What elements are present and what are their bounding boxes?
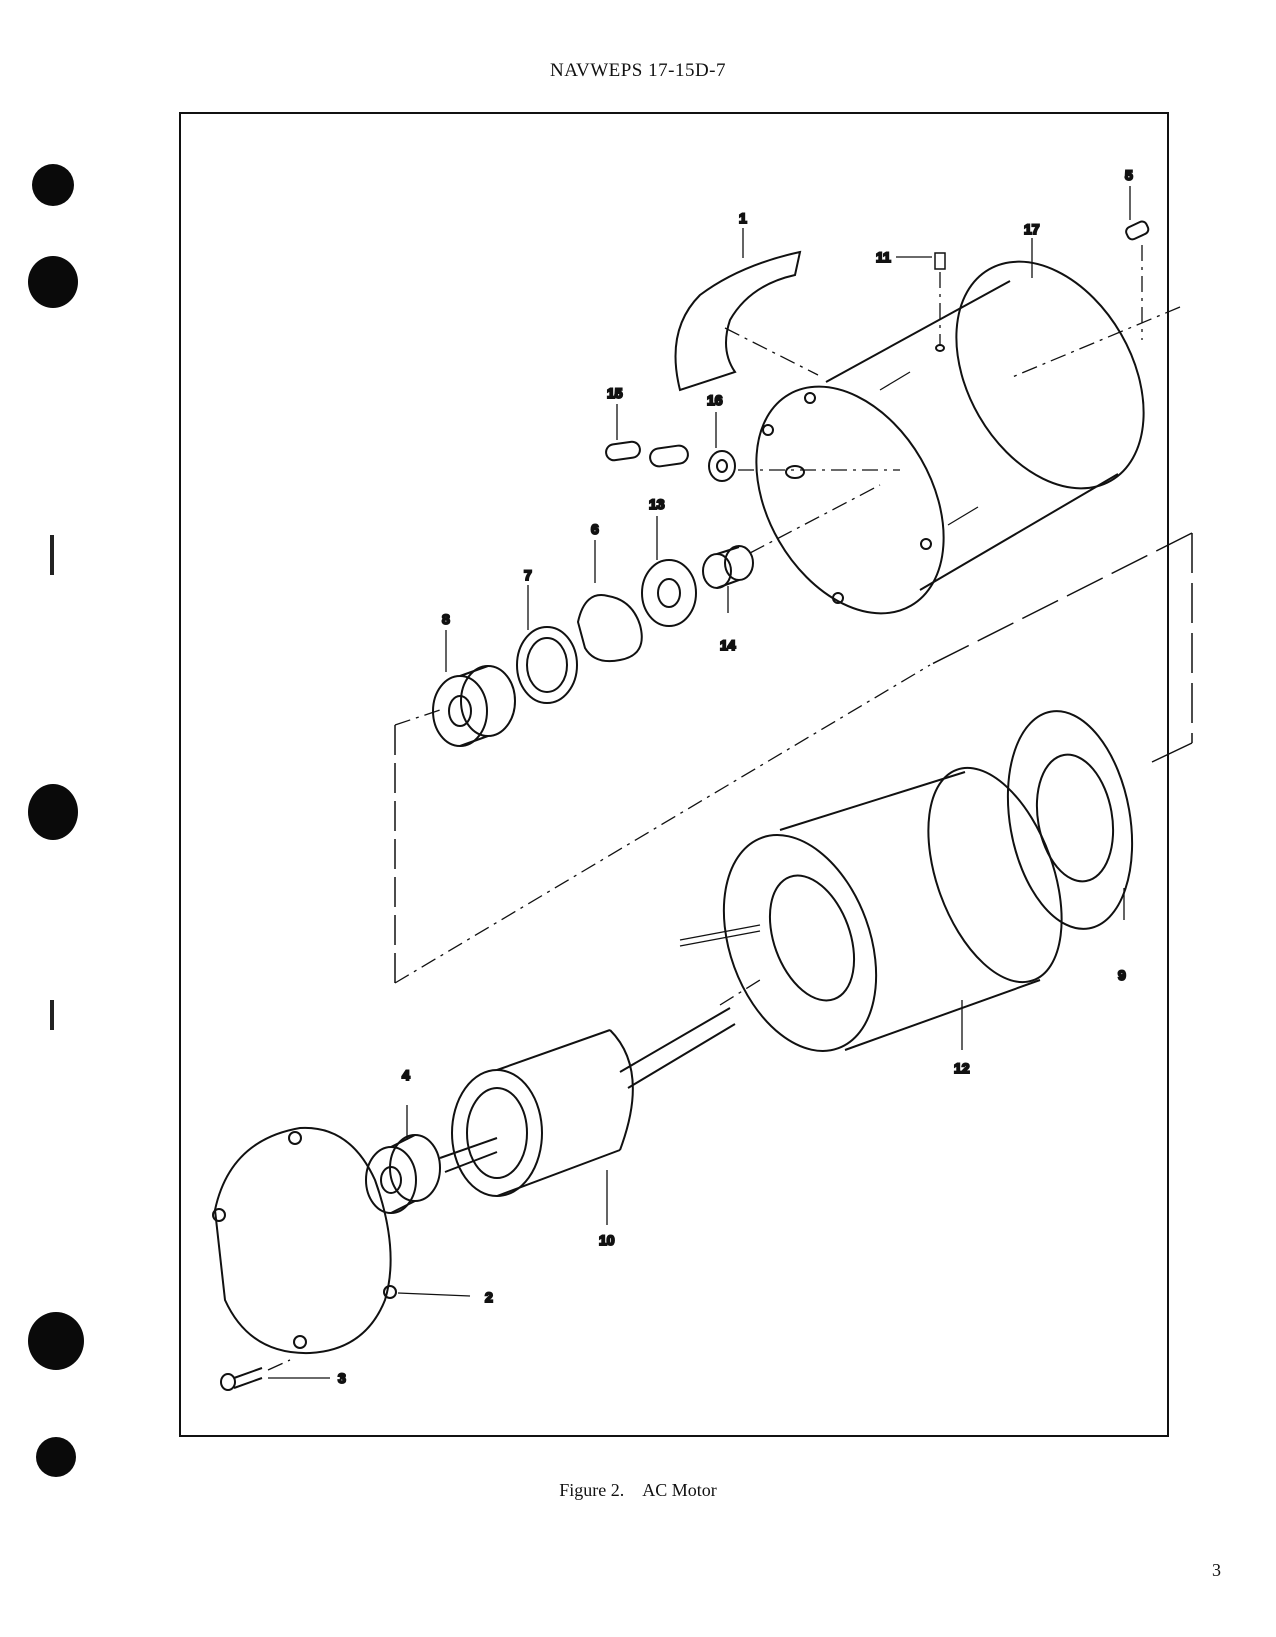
part-6-wave-washer [578, 595, 642, 661]
center-lines [268, 245, 1180, 1370]
part-17-housing [718, 228, 1182, 646]
part-14-sleeve [703, 546, 753, 588]
part-4-bearing [366, 1135, 440, 1213]
page-number: 3 [1212, 1560, 1221, 1580]
callout-6: 6 [591, 521, 599, 537]
callout-2: 2 [485, 1289, 493, 1305]
callout-10: 10 [599, 1232, 615, 1248]
callout-11: 11 [876, 249, 891, 265]
figure-caption-label: Figure 2. [559, 1480, 625, 1500]
callout-3: 3 [338, 1370, 346, 1386]
figure-caption-title: AC Motor [642, 1480, 717, 1500]
callout-9: 9 [1118, 967, 1126, 983]
callout-1: 1 [739, 210, 747, 226]
callout-16: 16 [707, 392, 723, 408]
bracket-lines [395, 533, 1192, 985]
callout-7: 7 [524, 567, 532, 583]
page-header-doc-number: NAVWEPS 17-15D-7 [549, 60, 726, 81]
callout-14: 14 [720, 637, 736, 653]
callout-17: 17 [1024, 221, 1040, 237]
part-3-screw [221, 1368, 262, 1390]
callout-8: 8 [442, 611, 450, 627]
part-5-key [1124, 220, 1149, 241]
callout-4: 4 [402, 1067, 410, 1083]
part-8-bearing [433, 666, 515, 746]
part-1-cover [676, 252, 801, 390]
figure-caption [0, 1480, 1276, 1501]
part-13-felt-washer [642, 560, 696, 626]
callout-15: 15 [607, 385, 623, 401]
part-11-setscrew [935, 253, 945, 269]
part-15-pins [605, 441, 689, 468]
callout-13: 13 [649, 496, 665, 512]
part-7-ring [517, 627, 577, 703]
part-10-rotor [440, 1008, 735, 1196]
callout-5: 5 [1125, 167, 1133, 183]
part-9-thrust-washer [992, 701, 1148, 938]
part-12-stator [680, 750, 1088, 1072]
part-16-bushing [709, 451, 735, 481]
callout-12: 12 [954, 1060, 970, 1076]
part-2-end-bell [213, 1128, 396, 1353]
